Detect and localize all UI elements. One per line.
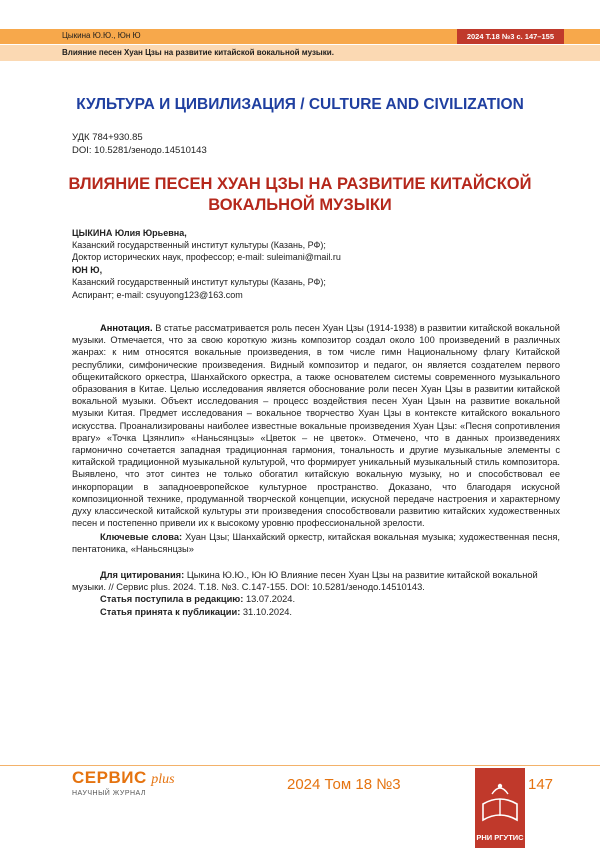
author-1-details: Доктор исторических наук, профессор; e-mail: suleimani@mail.ru (72, 252, 341, 262)
received-date: 13.07.2024. (245, 594, 296, 605)
doi: DOI: 10.5281/зенодо.14510143 (72, 145, 207, 156)
page-number: 147 (528, 776, 554, 793)
keywords (72, 531, 560, 555)
publisher-name: РНИ РГУТИС (476, 833, 524, 842)
author-2-affiliation: Казанский государственный институт культуры (Казань, РФ); (72, 277, 326, 287)
journal-logo (72, 768, 175, 797)
section-title: КУЛЬТУРА И ЦИВИЛИЗАЦИЯ / CULTURE AND CIVILIZATION (76, 96, 524, 113)
accepted-date: 31.10.2024. (242, 606, 293, 617)
publisher-ribbon (475, 768, 525, 848)
citation-text: Цыкина Ю.Ю., Юн Ю Влияние песен Хуан Цзы на развитие китайской вокальной музыки. // Сервис plus. 2024. Т.18. №3. С.147-155. DOI: 10.5281/зенодо.14510143. (72, 570, 538, 593)
footer-issue: 2024 Том 18 №3 (287, 776, 401, 793)
citation-block (72, 569, 560, 618)
issue-badge: 2024 Т.18 №3 с. 147–155 (457, 29, 564, 44)
footer-divider (0, 765, 600, 766)
abstract-label: Аннотация. (100, 323, 153, 333)
journal-logo-name: СЕРВИС (72, 768, 147, 787)
keywords-text: Хуан Цзы; Шанхайский оркестр, китайская вокальная музыка; художественная песня, пентатоника, «Наньсянцзы» (72, 532, 560, 555)
author-1-affiliation: Казанский государственный институт культуры (Казань, РФ); (72, 240, 326, 250)
udc-code: УДК 784+930.85 (72, 132, 143, 143)
abstract-text: В статье рассматривается роль песен Хуан Цзы (1914-1938) в развитии китайской вокальной музыки. Отмечается, что за свою короткую жизнь композитор создал около 100 произведений в различных жанрах: к ним относятся вокальные произведения, в том числе гимн Национальному флагу Китайской республики, симфонические произведения. Видный композитор и педагог, он является создателем первого общекитайского оркестра, Шанхайского оркестра, а также основателем системы современного музыкального образования в Китае. Целью исследования является обоснование роли песен Хуан Цзы в развитии китайской вокальной музыки. Объект исследования – процесс воздействия песен Хуан Цзын на развитие вокальной музыки Китая. Предмет исследования – вокальное творчество Хуан Цзы в контексте китайского вокального искусства. Проанализированы наиболее известные вокальные произведения Хуан Цзы: «Песня сопротивления врагу» «Точка Цзянлип» «Наньсянцзы» «Цветок – не цветок». Отмечено, что в данных произведениях гармонично сочетается западная традиционная гармония, тональность и другие музыкальные элементы с китайской традиционной музыкальной культурой, что формирует уникальный музыкальный стиль композитора. Выявлено, что этот синтез не только обогатил китайскую вокальную музыку, но и способствовал ее инкорпорации в западноевропейское культурное пространство. Доказано, что благодаря искусной композиционной технике, продуманной творческой концепции, искусной передаче настроения и характерному духу классической китайской культуры эти произведения способствовали развитию китайских художественных песен и постепенно привели их к высокому уровню профессиональной зрелости. (72, 323, 560, 529)
received-label: Статья поступила в редакцию: (100, 594, 244, 605)
keywords-label: Ключевые слова: (100, 532, 183, 542)
article-title: ВЛИЯНИЕ ПЕСЕН ХУАН ЦЗЫ НА РАЗВИТИЕ КИТАЙСКОЙ ВОКАЛЬНОЙ МУЗЫКИ (68, 175, 532, 214)
author-2-details: Аспирант; e-mail: csyuyong123@163.com (72, 290, 243, 300)
journal-logo-subtitle: НАУЧНЫЙ ЖУРНАЛ (72, 790, 146, 797)
abstract (72, 322, 560, 529)
running-title: Влияние песен Хуан Цзы на развитие китайской вокальной музыки. (62, 48, 334, 57)
header-top-bar (0, 29, 600, 44)
author-1-name: ЦЫКИНА Юлия Юрьевна, (72, 228, 187, 238)
citation-label: Для цитирования: (100, 570, 185, 580)
accepted-label: Статья принята к публикации: (100, 606, 241, 617)
header-running-title-bar (0, 45, 600, 61)
header-authors: Цыкина Ю.Ю., Юн Ю (62, 31, 141, 40)
author-2-name: ЮН Ю, (72, 265, 103, 275)
book-icon (475, 774, 525, 834)
journal-logo-plus: plus (151, 772, 175, 787)
